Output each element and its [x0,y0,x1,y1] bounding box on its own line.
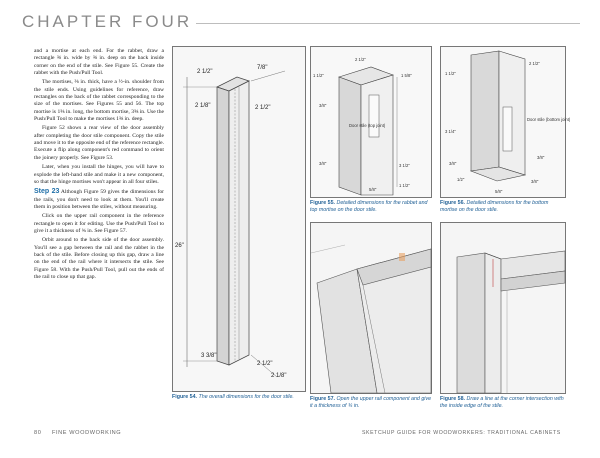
chapter-heading: CHAPTER FOUR [22,12,193,31]
footer-right-title: SKETCHUP GUIDE FOR WOODWORKERS: TRADITIONAL CABINETS [362,430,561,436]
figure-55-caption-text: Detailed dimensions for the rabbet and top mortise on the door stile. [310,200,428,213]
fig54-dim-top-width: 2 1/2" [197,69,213,75]
figure-57-label: Figure 57. [310,396,336,402]
fig55-dim-width: 2 1/2" [355,57,366,62]
step-label: Step 23 [34,188,60,196]
fig56-dim-bottom: 5/8" [495,189,503,194]
figure-56-image [440,46,571,198]
fig56-dim-left-mid: 3 1/4" [445,129,456,134]
fig55-dim-left: 1 1/2" [313,73,324,78]
figure-57-caption-text: Open the upper rail component and give it a thickness of ¾ in. [310,396,432,409]
fig56-dim-top-right: 2 1/2" [529,61,540,66]
fig55-note: Door stile (top joint) [349,123,386,128]
fig55-dim-right-top: 1 5/8" [401,73,412,78]
fig56-dim-right: 3/8" [537,155,545,160]
paragraph-6: Click on the upper rail component in the reference rectangle to open it for editing. Use the Push/Pull Tool to give it a thickness of ¾ in. See Figure 57. [34,213,164,234]
fig56-dim-bottom-left: 1/2" [457,177,465,182]
fig55-dim-left-low: 3/8" [319,161,327,166]
figure-54-label: Figure 54. [172,394,198,400]
paragraph-4: Later, when you install the hinges, you will have to explode the left-hand stile and make it a new component, so that the hinge mortises won't appear in all four stiles. [34,164,164,185]
fig56-dim-left-low: 3/8" [449,161,457,166]
figure-55-image [310,46,432,198]
paragraph-5 [34,188,164,211]
fig55-dim-right-bottom: 1 1/2" [399,183,410,188]
figure-54-image [172,46,306,392]
fig54-dim-bottom-right: 2 1/2" [257,361,273,367]
figure-54-caption [172,394,304,401]
figure-56-label: Figure 56. [440,200,466,206]
paragraph-1: and a mortise at each end. For the rabbet, draw a rectangle ⅜ in. wide by ⅜ in. deep on the back inside corner on the end of the stile. See Figure 55. Create the rabbet with the Push/Pull Tool. [34,48,164,77]
fig55-dim-left-mid: 3/8" [319,103,327,108]
fig54-dim-bottom-depth: 2 1/8" [271,373,287,379]
paragraph-3: Figure 52 shows a rear view of the door assembly after completing the door stile component. Copy the stile and move it to the opposite end of the reference rectangle. Execute a flip along component's red command to orient the joinery properly. See Figure 53. [34,125,165,161]
figure-58-label: Figure 58. [440,396,466,402]
figure-55-caption [310,200,432,213]
body-text-column [34,48,164,283]
paragraph-2: The mortises, ⅜ in. thick, have a ½-in. shoulder from the stile ends. Using guidelines for reference, draw rectangles on the back of the rabbet corresponding to the size of the mortises. See Figures 55 and 56. The top mortise is 1⅝ in. long, the bottom mortise, 3⅝ in. Use the Push/Pull Tool to make the mortises 1⅜ in. deep. [34,79,164,123]
paragraph-5-text: Although Figure 59 gives the dimensions for the rails, you don't need to look at them. You'll create them in position between the stiles, without measuring. [34,189,164,210]
figure-58-caption [440,396,564,409]
fig56-note: Door stile (bottom joint) [527,117,571,122]
figure-58-caption-text: Draw a line at the corner intersection with the inside edge of the stile. [440,396,564,409]
fig54-dim-left-upper: 2 1/8" [195,103,211,109]
fig55-dim-bottom: 5/8" [369,187,377,192]
fig54-dim-right-upper: 2 1/2" [255,105,271,111]
fig56-dim-bottom-right: 3/8" [531,179,539,184]
figure-57-caption [310,396,432,409]
footer-left-title: FINE WOODWORKING [52,430,122,436]
figure-54-caption-text: The overall dimensions for the door stile. [198,394,294,400]
figure-58-image [440,222,566,394]
fig55-dim-right-low: 3 1/2" [399,163,410,168]
fig54-dim-rabbet: 7/8" [257,65,268,71]
header-rule [196,23,580,24]
figure-56-caption [440,200,564,213]
fig54-dim-bottom-left: 3 3/8" [201,353,217,359]
figure-55-label: Figure 55. [310,200,336,206]
fig56-dim-top-left: 1 1/2" [445,71,456,76]
figure-57-image [310,222,432,394]
page-number: 80 [34,430,42,436]
figure-56-caption-text: Detailed dimensions for the bottom mortise on the door stile. [440,200,549,213]
fig54-dim-height: 26" [175,243,184,249]
paragraph-7: Orbit around to the back side of the door assembly. You'll see a gap between the rail and the rabbet in the back of the stile. Before closing up this gap, draw a line on the end of the rail where it intersects the stile. See Figure 58. With the Push/Pull Tool, pull out the ends of the rail to close up that gap. [34,237,164,280]
